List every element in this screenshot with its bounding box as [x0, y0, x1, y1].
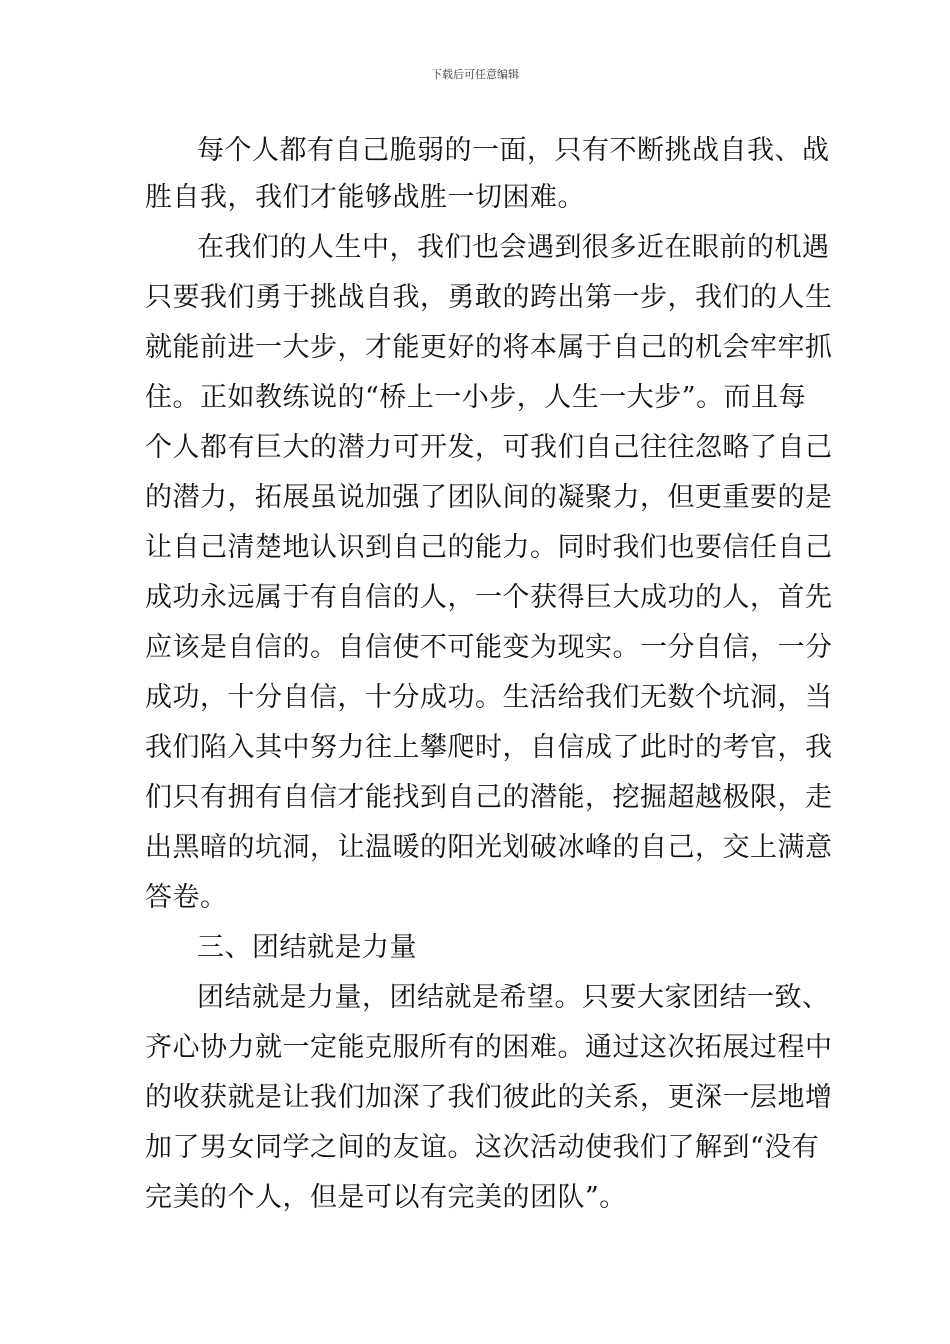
text-line: 个人都有巨大的潜力可开发，可我们自己往往忽略了自己	[145, 432, 833, 463]
text-line: 让自己清楚地认识到自己的能力。同时我们也要信任自己	[145, 532, 833, 563]
text-line: 成功永远属于有自信的人，一个获得巨大成功的人，首先	[145, 582, 833, 613]
text-line: 住。正如教练说的“桥上一小步，人生一大步”。而且每	[145, 382, 807, 413]
text-line: 齐心协力就一定能克服所有的困难。通过这次拓展过程中	[145, 1032, 833, 1063]
text-line: 完美的个人，但是可以有完美的团队”。	[145, 1182, 627, 1213]
text-line: 我们陷入其中努力往上攀爬时，自信成了此时的考官，我	[145, 732, 833, 763]
page-header: 下载后可任意编辑	[431, 68, 519, 81]
text-line: 成功，十分自信，十分成功。生活给我们无数个坑洞，当	[145, 682, 833, 713]
text-line: 们只有拥有自信才能找到自己的潜能，挖掘超越极限，走	[145, 782, 833, 813]
text-line: 只要我们勇于挑战自我，勇敢的跨出第一步，我们的人生	[145, 282, 833, 313]
text-line: 每个人都有自己脆弱的一面，只有不断挑战自我、战	[197, 135, 830, 166]
section-heading: 三、团结就是力量	[197, 932, 417, 963]
text-line: 就能前进一大步，才能更好的将本属于自己的机会牢牢抓	[145, 332, 833, 363]
text-line: 应该是自信的。自信使不可能变为现实。一分自信，一分	[145, 632, 833, 663]
text-line: 团结就是力量，团结就是希望。只要大家团结一致、	[197, 982, 830, 1013]
text-line: 在我们的人生中，我们也会遇到很多近在眼前的机遇	[197, 232, 830, 263]
text-line: 加了男女同学之间的友谊。这次活动使我们了解到“没有	[145, 1132, 820, 1163]
text-line: 的潜力，拓展虽说加强了团队间的凝聚力，但更重要的是	[145, 482, 833, 513]
text-line: 的收获就是让我们加深了我们彼此的关系，更深一层地增	[145, 1082, 833, 1113]
text-line: 出黑暗的坑洞，让温暖的阳光划破冰峰的自己，交上满意	[145, 832, 833, 863]
text-line: 答卷。	[145, 882, 228, 913]
text-line: 胜自我，我们才能够战胜一切困难。	[145, 182, 585, 213]
